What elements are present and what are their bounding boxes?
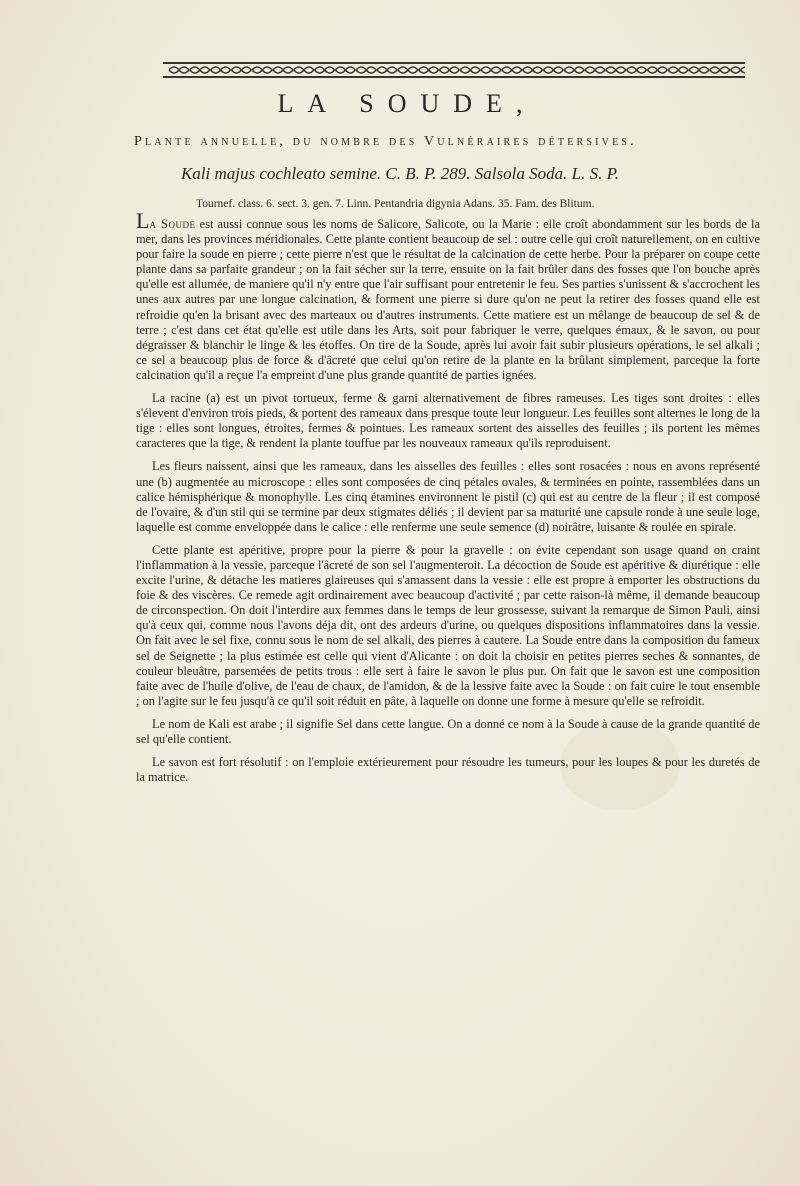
ornament-motif	[606, 67, 626, 73]
ornament-motif	[377, 67, 397, 73]
ornament-motif	[585, 67, 605, 73]
article-body	[136, 208, 760, 785]
ornament-motif	[211, 67, 231, 73]
classification-references: Tournef. class. 6. sect. 3. gen. 7. Linn. Pentandria digynia Adans. 35. Fam. des Blitum.	[196, 198, 595, 210]
paragraph-1-text: est aussi connue sous les noms de Salicore, Salicote, ou la Marie : elle croît abondamment sur les bords de la mer, dans les provinces méridionales. Cette plante contient beaucoup de sel : outre celle qui croît naturellement, on en cultive pour faire la soude en pierre ; cette pierre n'est que le résultat de la calcination de cette herbe. Pour la préparer on coupe cette plante dans sa parfaite grandeur ; on la fait sécher sur la terre, ensuite on la fait brûler dans des fosses que l'on bouche après qu'elle est allumée, de maniere qu'il n'y entre que l'air suffisant pour entretenir le feu. Ses parties s'unissent & s'accrochent les unes aux autres par une longue calcination, & forment une pierre si dure qu'on ne peut la retirer des fosses quand elle est refroidie qu'en la brisant avec des marteaux ou d'autres instruments. Cette matiere est un mêlange de beaucoup de sel & de terre ; c'est dans cet état qu'elle est utile dans les Arts, soit pour fabriquer le verre, quelques émaux, & le savon, ou pour dégraisser & blanchir le linge & les étoffes. On tire de la Soude, après lui avoir fait subir plusieurs opérations, le sel alkali ; ce sel a beaucoup plus de force & d'âcreté que celui qu'on retire de la plante en la brûlant simplement, parceque la forte calcination qu'il a reçue l'a empreint d'une plus grande quantité de parties ignées.	[136, 217, 760, 382]
botanical-synonyms	[0, 164, 800, 184]
lead-words: a Soude	[149, 217, 196, 231]
ornament-motif	[689, 67, 709, 73]
ornament-motif	[294, 67, 314, 73]
ornament-motif	[460, 67, 480, 73]
page-title: LA SOUDE,	[277, 89, 537, 118]
ornament-motif	[668, 67, 688, 73]
ornament-motif	[190, 67, 210, 73]
ornament-motif	[627, 67, 647, 73]
ornament-motif	[231, 67, 251, 73]
ornament-motif	[439, 67, 459, 73]
paragraph-5: Le nom de Kali est arabe ; il signifie Sel dans cette langue. On a donné ce nom à la Soude à cause de la grande quantité de sel qu'elle contient.	[136, 716, 760, 746]
ornament-motif	[710, 67, 730, 73]
paragraph-2: La racine (a) est un pivot tortueux, ferme & garni alternativement de fibres rameuses. Les tiges sont droites : elles s'élevent d'environ trois pieds, & portent des rameaux dans presque toute leur longueur. Les feuilles sont alternes le long de la tige : elles sont longues, étroites, fermes & pointues. Les rameaux sortent des aisselles des feuilles ; ils portent les mêmes caracteres que la tige, & rendent la plante touffue par les nouveaux rameaux qu'ils reproduisent.	[136, 391, 760, 451]
ornament-motif	[647, 67, 667, 73]
paragraph-3: Les fleurs naissent, ainsi que les rameaux, dans les aisselles des feuilles : elles sont rosacées : nous en avons représenté une (b) augmentée au microscope : elles sont composées de cinq pétales ovales, & terminées en pointe, rassemblées dans un calice hémisphérique & monophylle. Les cinq étamines environnent le pistil (c) qui est au centre de la fleur ; il est composé de l'ovaire, & d'un stil qui se termine par deux stigmates déliés ; il devient par sa maturité une capsule ronde à une seule loge, laquelle est comme enveloppée dans le calice : elle renferme une seule semence (d) noirâtre, luisante & roulée en spirale.	[136, 459, 760, 534]
ornament-motif	[419, 67, 439, 73]
ornament-motif	[335, 67, 355, 73]
decorative-band	[163, 60, 745, 80]
ornament-motif	[315, 67, 335, 73]
synonyms-text: Kali majus cochleato semine. C. B. P. 289. Salsola Soda. L. S. P.	[180, 164, 620, 183]
ornament-motif	[543, 67, 563, 73]
ornament-motif	[523, 67, 543, 73]
ornament-motif	[564, 67, 584, 73]
drop-cap: L	[136, 208, 150, 233]
paragraph-6: Le savon est fort résolutif : on l'emploie extérieurement pour résoudre les tumeurs, pour les loupes & pour les duretés de la matrice.	[136, 755, 760, 785]
ornament-motif	[273, 67, 293, 73]
ornament-motif	[398, 67, 418, 73]
paragraph-4: Cette plante est apéritive, propre pour la pierre & pour la gravelle : on évite cependant son usage quand on craint l'inflammation à la vessie, parceque l'âcreté de son sel l'augmenteroit. La décoction de Soude est apéritive & diurétique : elle excite l'urine, & détache les matieres glaireuses qui s'amassent dans la vessie : elle est propre à emporter les obstructions du foie & des viscères. Ce remede agit ordinairement avec beaucoup d'activité ; par cette raison-là même, il demande beaucoup de circonspection. On doit l'interdire aux femmes dans le temps de leur grossesse, suivant la remarque de Simon Pauli, ainsi qu'à ceux qui, comme nous l'avons déja dit, ont des ardeurs d'urine, ou quelques dispositions inflammatoires dans la vessie. On fait avec le sel fixe, connu sous le nom de sel alkali, des pierres à cautere. La Soude entre dans la composition du fameux sel de Seignette ; la plus estimée est celle qui vient d'Alicante : on doit la choisir en petites pierres seches & sonnantes, de couleur bleuâtre, parsemées de petits trous : elle sert à faire le savon le plus pur. On fait que le savon est une composition faite avec de l'huile d'olive, de l'eau de chaux, de l'amidon, & de la lessive faite avec la Soude : on fait cuire le tout ensemble ; on l'agite sur le feu jusqu'à ce qu'il soit réduit en pâte, à laquelle on donne une forme à mesure qu'elle se refroidit.	[136, 542, 760, 708]
ornament-motif	[731, 67, 745, 73]
ornament-motif	[169, 67, 189, 73]
plant-subtitle: Plante annuelle, du nombre des Vulnéraires détersives.	[134, 134, 637, 149]
paragraph-1	[136, 208, 760, 383]
ornament-motif	[252, 67, 272, 73]
ornament-motif	[502, 67, 522, 73]
ornament-motif	[481, 67, 501, 73]
ornament-motif	[356, 67, 376, 73]
